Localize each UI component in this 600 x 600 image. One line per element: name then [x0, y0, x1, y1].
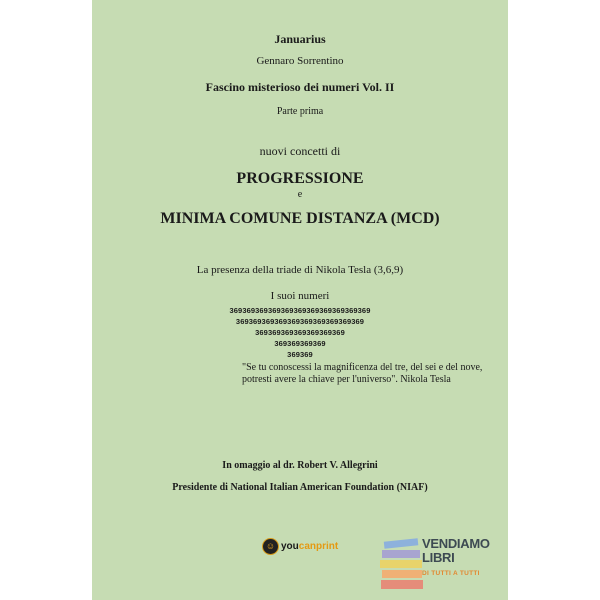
vendiamo-libri-line2: LIBRI: [422, 550, 455, 565]
book-cover: [92, 0, 508, 600]
vendiamo-libri-tagline: DI TUTTI A TUTTI: [422, 570, 480, 577]
heading-mcd: MINIMA COMUNE DISTANZA (MCD): [160, 210, 440, 227]
author-name: Gennaro Sorrentino: [256, 55, 344, 67]
intro-text: nuovi concetti di: [259, 144, 341, 158]
numbers-row: 369369369369369369369369369369369: [229, 306, 371, 315]
numbers-row: 369369369369: [274, 339, 326, 348]
numbers-row: 369369: [287, 350, 313, 359]
author-pseudonym: Januarius: [274, 32, 326, 46]
conjunction: e: [297, 189, 303, 200]
vendiamo-libri-line1: VENDIAMO: [422, 536, 490, 551]
vendiamo-libri-logo: [378, 534, 488, 592]
numbers-row: 369369369369369369369: [255, 328, 345, 337]
numbers-label: I suoi numeri: [270, 290, 330, 302]
dedication: In omaggio al dr. Robert V. Allegrini: [222, 460, 378, 471]
book-part: Parte prima: [276, 106, 324, 117]
tesla-quote: "Se tu conoscessi la magnificenza del tre, del sei e del nove, potresti avere la chiave per l'universo". Nikola Tesla: [242, 362, 483, 385]
youcanprint-logo-part-a: you: [281, 540, 299, 552]
numbers-row: 369369369369369369369369369369: [235, 317, 365, 326]
books-stack-icon: [378, 538, 428, 592]
heading-progressione: PROGRESSIONE: [236, 170, 364, 187]
smiley-icon: ☺: [262, 538, 279, 555]
dedication-role: Presidente di National Italian American Foundation (NIAF): [172, 482, 428, 493]
youcanprint-logo-part-b: canprint: [298, 540, 339, 552]
youcanprint-logo: [262, 536, 338, 556]
book-title: Fascino misterioso dei numeri Vol. II: [205, 80, 395, 94]
triad-line: La presenza della triade di Nikola Tesla (3,6,9): [196, 264, 404, 276]
